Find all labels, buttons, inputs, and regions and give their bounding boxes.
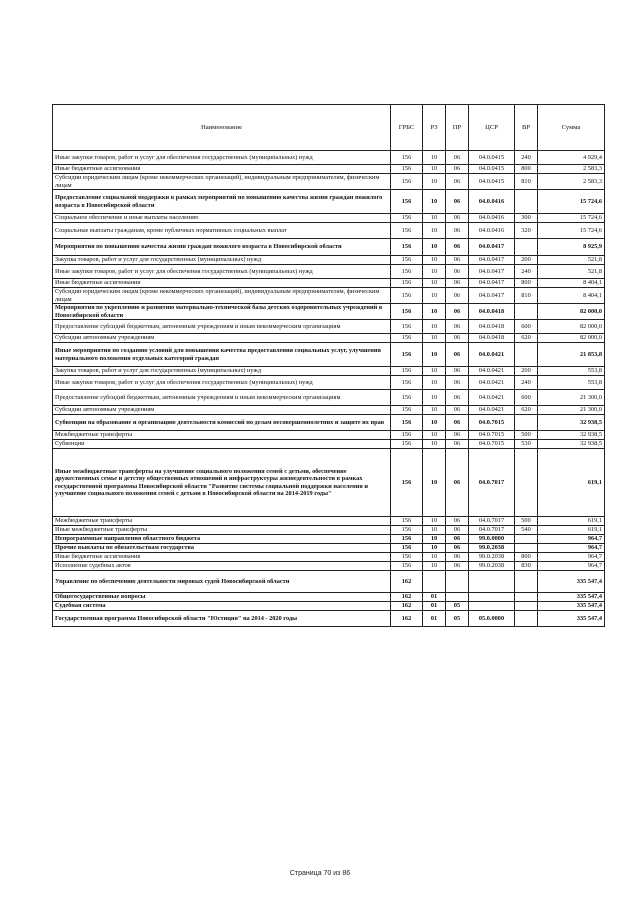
cell-grbs: 156 xyxy=(391,440,423,449)
cell-grbs: 162 xyxy=(391,593,423,602)
cell-sum: 335 547,4 xyxy=(538,611,605,627)
cell-grbs: 156 xyxy=(391,334,423,343)
cell-name: Межбюджетные трансферты xyxy=(53,431,391,440)
cell-csr: 04.0.7015 xyxy=(469,431,515,440)
cell-rz: 01 xyxy=(423,593,446,602)
cell-name: Мероприятия по укреплению и развитию материально-технической базы детских оздоровительных учреждений в Новосибирской области xyxy=(53,304,391,320)
cell-name: Субвенции xyxy=(53,440,391,449)
table-row xyxy=(53,174,605,190)
cell-vr: 240 xyxy=(515,376,538,390)
cell-grbs: 156 xyxy=(391,562,423,571)
cell-sum: 32 938,5 xyxy=(538,415,605,431)
cell-csr: 04.0.0421 xyxy=(469,376,515,390)
cell-pr: 06 xyxy=(446,190,469,214)
cell-vr xyxy=(515,343,538,367)
cell-grbs: 156 xyxy=(391,190,423,214)
table-row xyxy=(53,535,605,544)
cell-csr: 04.0.0421 xyxy=(469,367,515,376)
cell-rz: 10 xyxy=(423,174,446,190)
cell-pr: 06 xyxy=(446,334,469,343)
cell-rz: 10 xyxy=(423,376,446,390)
cell-sum: 4 929,4 xyxy=(538,151,605,165)
table-row xyxy=(53,288,605,304)
cell-pr: 06 xyxy=(446,256,469,265)
cell-pr: 06 xyxy=(446,376,469,390)
cell-pr: 06 xyxy=(446,165,469,174)
cell-sum: 8 925,9 xyxy=(538,239,605,256)
cell-rz: 10 xyxy=(423,265,446,279)
cell-sum: 619,1 xyxy=(538,449,605,517)
cell-grbs: 156 xyxy=(391,406,423,415)
table-row xyxy=(53,553,605,562)
cell-vr: 600 xyxy=(515,320,538,334)
cell-grbs: 156 xyxy=(391,343,423,367)
cell-csr: 04.0.0417 xyxy=(469,239,515,256)
table-row xyxy=(53,190,605,214)
cell-grbs: 156 xyxy=(391,174,423,190)
cell-sum: 15 724,6 xyxy=(538,223,605,239)
cell-rz: 10 xyxy=(423,553,446,562)
cell-rz: 10 xyxy=(423,239,446,256)
cell-pr: 06 xyxy=(446,304,469,320)
cell-grbs: 156 xyxy=(391,304,423,320)
cell-pr: 06 xyxy=(446,174,469,190)
table-row xyxy=(53,449,605,517)
cell-grbs: 156 xyxy=(391,431,423,440)
cell-rz: 10 xyxy=(423,431,446,440)
table-row xyxy=(53,151,605,165)
cell-name: Межбюджетные трансферты xyxy=(53,517,391,526)
cell-csr: 04.0.0416 xyxy=(469,214,515,223)
cell-pr xyxy=(446,593,469,602)
header-rz: РЗ xyxy=(423,105,446,151)
cell-grbs: 156 xyxy=(391,265,423,279)
cell-name: Иные бюджетные ассигнования xyxy=(53,279,391,288)
cell-sum: 619,1 xyxy=(538,526,605,535)
cell-vr: 800 xyxy=(515,279,538,288)
cell-csr xyxy=(469,571,515,593)
cell-pr: 06 xyxy=(446,279,469,288)
table-row xyxy=(53,562,605,571)
cell-name: Мероприятия по повышению качества жизни граждан пожилого возраста в Новосибирской области xyxy=(53,239,391,256)
cell-rz: 10 xyxy=(423,390,446,406)
cell-vr: 200 xyxy=(515,256,538,265)
table-row xyxy=(53,517,605,526)
cell-grbs: 156 xyxy=(391,390,423,406)
cell-pr xyxy=(446,571,469,593)
cell-rz: 10 xyxy=(423,544,446,553)
cell-pr: 06 xyxy=(446,239,469,256)
cell-sum: 8 404,1 xyxy=(538,279,605,288)
header-vr: ВР xyxy=(515,105,538,151)
cell-vr: 800 xyxy=(515,553,538,562)
cell-grbs: 156 xyxy=(391,256,423,265)
table-body xyxy=(53,151,605,627)
cell-rz: 10 xyxy=(423,343,446,367)
table-row xyxy=(53,415,605,431)
cell-rz: 10 xyxy=(423,214,446,223)
cell-vr xyxy=(515,415,538,431)
cell-csr: 04.0.7017 xyxy=(469,526,515,535)
header-csr: ЦСР xyxy=(469,105,515,151)
table-row xyxy=(53,223,605,239)
cell-pr: 06 xyxy=(446,265,469,279)
cell-pr: 05 xyxy=(446,602,469,611)
cell-grbs: 156 xyxy=(391,279,423,288)
table-row xyxy=(53,256,605,265)
table-row xyxy=(53,376,605,390)
cell-name: Иные мероприятия по созданию условий для повышения качества предоставления социальных услуг, улучшения материального положения отдельных категорий граждан xyxy=(53,343,391,367)
cell-grbs: 162 xyxy=(391,611,423,627)
cell-pr: 06 xyxy=(446,214,469,223)
cell-pr: 06 xyxy=(446,553,469,562)
cell-grbs: 156 xyxy=(391,214,423,223)
cell-sum: 21 853,8 xyxy=(538,343,605,367)
table-row xyxy=(53,343,605,367)
cell-name: Субсидии юридическим лицам (кроме некоммерческих организаций), индивидуальным предпринимателям, физическим лицам xyxy=(53,174,391,190)
cell-csr: 04.0.0418 xyxy=(469,304,515,320)
cell-grbs: 156 xyxy=(391,517,423,526)
cell-grbs: 156 xyxy=(391,376,423,390)
table-row xyxy=(53,431,605,440)
header-grbs: ГРБС xyxy=(391,105,423,151)
cell-rz: 10 xyxy=(423,334,446,343)
cell-rz: 10 xyxy=(423,279,446,288)
cell-vr: 620 xyxy=(515,406,538,415)
cell-pr: 06 xyxy=(446,449,469,517)
cell-name: Субсидии юридическим лицам (кроме некоммерческих организаций), индивидуальным предпринимателям, физическим лицам xyxy=(53,288,391,304)
cell-sum: 82 000,0 xyxy=(538,334,605,343)
cell-pr: 06 xyxy=(446,544,469,553)
header-pr: ПР xyxy=(446,105,469,151)
page-number: Страница 70 из 86 xyxy=(289,870,351,877)
cell-grbs: 156 xyxy=(391,553,423,562)
cell-rz: 10 xyxy=(423,449,446,517)
cell-grbs: 156 xyxy=(391,449,423,517)
cell-name: Субсидии автономным учреждениям xyxy=(53,406,391,415)
cell-sum: 82 000,0 xyxy=(538,304,605,320)
cell-sum: 521,8 xyxy=(538,265,605,279)
cell-rz: 01 xyxy=(423,602,446,611)
cell-pr: 05 xyxy=(446,611,469,627)
cell-pr: 06 xyxy=(446,288,469,304)
cell-name: Социальное обеспечение и иные выплаты населению xyxy=(53,214,391,223)
cell-csr: 04.0.0416 xyxy=(469,223,515,239)
table-row xyxy=(53,544,605,553)
cell-name: Иные закупки товаров, работ и услуг для обеспечения государственных (муниципальных) нужд xyxy=(53,151,391,165)
cell-name: Государственная программа Новосибирской области "Юстиция" на 2014 - 2020 годы xyxy=(53,611,391,627)
cell-csr: 04.0.0417 xyxy=(469,288,515,304)
cell-name: Иные закупки товаров, работ и услуг для обеспечения государственных (муниципальных) нужд xyxy=(53,265,391,279)
table-row xyxy=(53,265,605,279)
cell-grbs: 156 xyxy=(391,151,423,165)
cell-sum: 8 404,1 xyxy=(538,288,605,304)
cell-sum: 2 583,3 xyxy=(538,174,605,190)
cell-csr: 05.0.0000 xyxy=(469,611,515,627)
cell-name: Социальные выплаты гражданам, кроме публичных нормативных социальных выплат xyxy=(53,223,391,239)
cell-sum: 964,7 xyxy=(538,544,605,553)
cell-csr: 04.0.0417 xyxy=(469,279,515,288)
table-row xyxy=(53,334,605,343)
cell-rz: 10 xyxy=(423,517,446,526)
cell-grbs: 156 xyxy=(391,367,423,376)
cell-csr: 04.0.0415 xyxy=(469,165,515,174)
budget-table xyxy=(52,104,605,627)
cell-rz: 10 xyxy=(423,415,446,431)
cell-sum: 21 300,0 xyxy=(538,406,605,415)
cell-vr xyxy=(515,602,538,611)
cell-sum: 521,8 xyxy=(538,256,605,265)
header-name: Наименование xyxy=(53,105,391,151)
cell-name: Судебная система xyxy=(53,602,391,611)
cell-name: Предоставление субсидий бюджетным, автономным учреждениям и иным некоммерческим организациям xyxy=(53,390,391,406)
cell-name: Иные закупки товаров, работ и услуг для обеспечения государственных (муниципальных) нужд xyxy=(53,376,391,390)
cell-name: Прочие выплаты по обязательствам государства xyxy=(53,544,391,553)
cell-sum: 82 000,0 xyxy=(538,320,605,334)
cell-sum: 21 300,0 xyxy=(538,390,605,406)
cell-rz: 10 xyxy=(423,190,446,214)
table-row xyxy=(53,526,605,535)
cell-pr: 06 xyxy=(446,562,469,571)
cell-grbs: 156 xyxy=(391,544,423,553)
cell-csr: 99.0.2038 xyxy=(469,553,515,562)
cell-name: Субвенции на образование и организацию деятельности комиссий по делам несовершеннолетних и защите их прав xyxy=(53,415,391,431)
cell-pr: 06 xyxy=(446,223,469,239)
cell-name: Общегосударственные вопросы xyxy=(53,593,391,602)
cell-grbs: 156 xyxy=(391,535,423,544)
cell-csr: 04.0.0418 xyxy=(469,334,515,343)
cell-pr: 06 xyxy=(446,367,469,376)
cell-csr: 04.0.7017 xyxy=(469,517,515,526)
cell-sum: 335 547,4 xyxy=(538,602,605,611)
cell-vr xyxy=(515,190,538,214)
cell-name: Иные межбюджетные трансферты xyxy=(53,526,391,535)
cell-rz xyxy=(423,571,446,593)
cell-sum: 335 547,4 xyxy=(538,571,605,593)
cell-pr: 06 xyxy=(446,343,469,367)
cell-csr: 04.0.0421 xyxy=(469,390,515,406)
cell-name: Предоставление субсидий бюджетным, автономным учреждениям и иным некоммерческим организациям xyxy=(53,320,391,334)
cell-vr: 300 xyxy=(515,214,538,223)
cell-csr: 04.0.0421 xyxy=(469,343,515,367)
cell-csr: 04.0.0415 xyxy=(469,174,515,190)
cell-csr: 99.0.2038 xyxy=(469,544,515,553)
cell-vr xyxy=(515,544,538,553)
cell-vr: 800 xyxy=(515,165,538,174)
cell-vr: 530 xyxy=(515,440,538,449)
cell-vr xyxy=(515,239,538,256)
table-row xyxy=(53,390,605,406)
cell-grbs: 156 xyxy=(391,415,423,431)
cell-pr: 06 xyxy=(446,535,469,544)
cell-vr xyxy=(515,535,538,544)
table-row xyxy=(53,593,605,602)
cell-name: Предоставление социальной поддержки в рамках мероприятий по повышению качества жизни граждан пожилого возраста в Новосибирской области xyxy=(53,190,391,214)
cell-sum: 2 583,3 xyxy=(538,165,605,174)
table-row xyxy=(53,279,605,288)
table-row xyxy=(53,440,605,449)
cell-csr: 04.0.7015 xyxy=(469,415,515,431)
cell-pr: 06 xyxy=(446,517,469,526)
cell-name: Иные бюджетные ассигнования xyxy=(53,553,391,562)
cell-sum: 32 938,5 xyxy=(538,431,605,440)
cell-vr xyxy=(515,304,538,320)
cell-rz: 10 xyxy=(423,256,446,265)
table-row xyxy=(53,320,605,334)
cell-csr: 04.0.7017 xyxy=(469,449,515,517)
cell-rz: 10 xyxy=(423,535,446,544)
cell-vr: 600 xyxy=(515,390,538,406)
table-header-row xyxy=(53,105,605,151)
cell-grbs: 156 xyxy=(391,320,423,334)
cell-sum: 335 547,4 xyxy=(538,593,605,602)
cell-sum: 964,7 xyxy=(538,535,605,544)
header-sum: Сумма xyxy=(538,105,605,151)
cell-csr: 04.0.0421 xyxy=(469,406,515,415)
cell-name: Иные бюджетные ассигнования xyxy=(53,165,391,174)
cell-sum: 964,7 xyxy=(538,562,605,571)
cell-rz: 10 xyxy=(423,223,446,239)
cell-csr xyxy=(469,593,515,602)
cell-rz: 10 xyxy=(423,440,446,449)
cell-vr: 830 xyxy=(515,562,538,571)
cell-name: Закупка товаров, работ и услуг для государственных (муниципальных) нужд xyxy=(53,256,391,265)
table-row xyxy=(53,406,605,415)
cell-vr xyxy=(515,593,538,602)
cell-csr xyxy=(469,602,515,611)
cell-csr: 04.0.0415 xyxy=(469,151,515,165)
cell-sum: 619,1 xyxy=(538,517,605,526)
cell-grbs: 156 xyxy=(391,526,423,535)
cell-vr: 540 xyxy=(515,526,538,535)
table-row xyxy=(53,214,605,223)
cell-csr: 99.0.0000 xyxy=(469,535,515,544)
cell-sum: 553,8 xyxy=(538,367,605,376)
cell-vr: 810 xyxy=(515,288,538,304)
cell-csr: 04.0.0418 xyxy=(469,320,515,334)
table-row xyxy=(53,239,605,256)
table-row xyxy=(53,602,605,611)
cell-grbs: 156 xyxy=(391,239,423,256)
cell-rz: 10 xyxy=(423,406,446,415)
cell-name: Исполнение судебных актов xyxy=(53,562,391,571)
cell-csr: 99.0.2038 xyxy=(469,562,515,571)
cell-rz: 01 xyxy=(423,611,446,627)
cell-vr xyxy=(515,449,538,517)
cell-csr: 04.0.0417 xyxy=(469,265,515,279)
cell-grbs: 162 xyxy=(391,571,423,593)
cell-sum: 15 724,6 xyxy=(538,190,605,214)
cell-vr: 810 xyxy=(515,174,538,190)
cell-csr: 04.0.7015 xyxy=(469,440,515,449)
cell-pr: 06 xyxy=(446,526,469,535)
cell-pr: 06 xyxy=(446,390,469,406)
cell-pr: 06 xyxy=(446,440,469,449)
cell-rz: 10 xyxy=(423,320,446,334)
cell-name: Управление по обеспечению деятельности мировых судей Новосибирской области xyxy=(53,571,391,593)
cell-grbs: 162 xyxy=(391,602,423,611)
cell-sum: 15 724,6 xyxy=(538,214,605,223)
cell-rz: 10 xyxy=(423,151,446,165)
cell-pr: 06 xyxy=(446,320,469,334)
cell-sum: 32 938,5 xyxy=(538,440,605,449)
cell-pr: 06 xyxy=(446,415,469,431)
cell-vr: 620 xyxy=(515,334,538,343)
cell-rz: 10 xyxy=(423,367,446,376)
cell-name: Непрограммные направления областного бюджета xyxy=(53,535,391,544)
cell-vr xyxy=(515,611,538,627)
cell-vr: 500 xyxy=(515,517,538,526)
cell-vr: 320 xyxy=(515,223,538,239)
table-row xyxy=(53,165,605,174)
cell-name: Иные межбюджетные трансферты на улучшение социального положения семей с детьми, обеспечение дружественных семье и детству общественных отношений и инфраструктуры жизнедеятельности в рамках государственной программы Новосибирской области "Развитие системы социальной поддержки населения и улучшение социального положения семей с детьми в Новосибирской области на 2014-2019 годы" xyxy=(53,449,391,517)
cell-rz: 10 xyxy=(423,288,446,304)
cell-sum: 553,8 xyxy=(538,376,605,390)
cell-rz: 10 xyxy=(423,526,446,535)
cell-sum: 964,7 xyxy=(538,553,605,562)
cell-grbs: 156 xyxy=(391,223,423,239)
cell-pr: 06 xyxy=(446,406,469,415)
cell-csr: 04.0.0417 xyxy=(469,256,515,265)
table-row xyxy=(53,304,605,320)
cell-csr: 04.0.0416 xyxy=(469,190,515,214)
cell-grbs: 156 xyxy=(391,165,423,174)
cell-vr xyxy=(515,571,538,593)
cell-vr: 200 xyxy=(515,367,538,376)
cell-vr: 240 xyxy=(515,265,538,279)
cell-pr: 06 xyxy=(446,151,469,165)
table-row xyxy=(53,367,605,376)
cell-grbs: 156 xyxy=(391,288,423,304)
table-row xyxy=(53,611,605,627)
cell-rz: 10 xyxy=(423,165,446,174)
cell-rz: 10 xyxy=(423,304,446,320)
cell-pr: 06 xyxy=(446,431,469,440)
cell-name: Закупка товаров, работ и услуг для государственных (муниципальных) нужд xyxy=(53,367,391,376)
table-row xyxy=(53,571,605,593)
cell-name: Субсидии автономным учреждениям xyxy=(53,334,391,343)
cell-rz: 10 xyxy=(423,562,446,571)
cell-vr: 240 xyxy=(515,151,538,165)
cell-vr: 500 xyxy=(515,431,538,440)
